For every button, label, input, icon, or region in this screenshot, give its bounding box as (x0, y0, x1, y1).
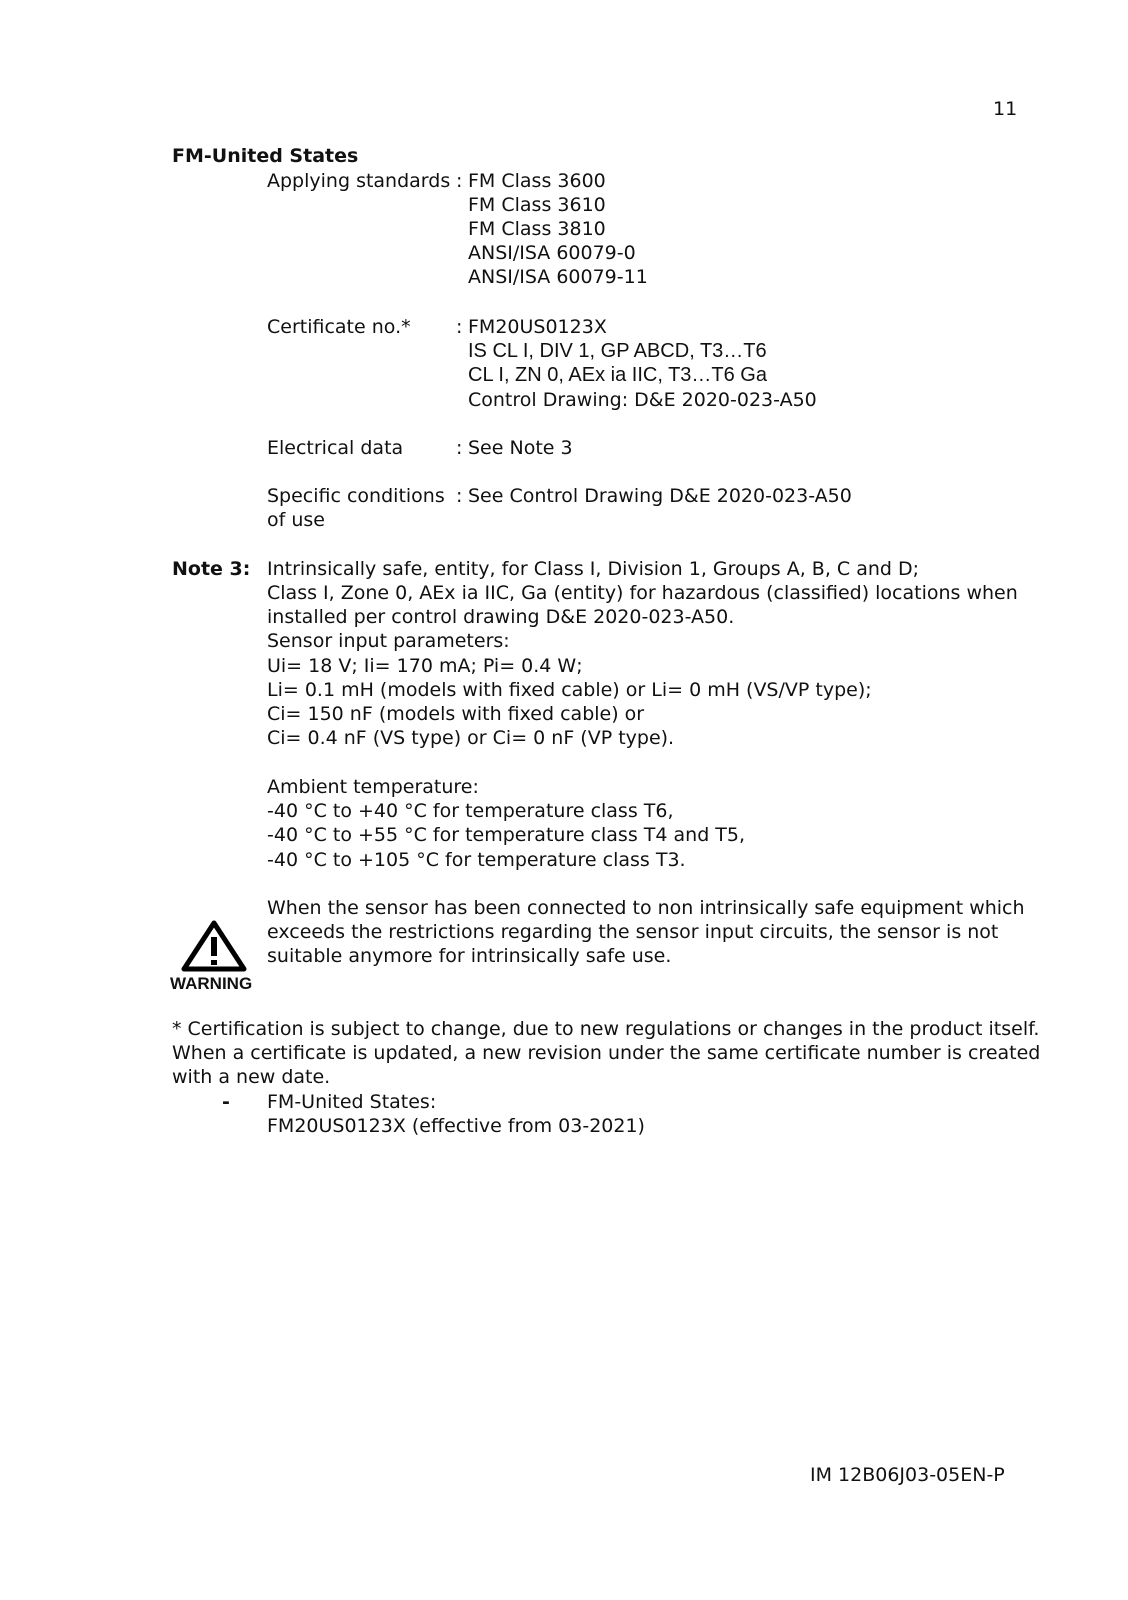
electrical-data-value: See Note 3 (468, 437, 573, 459)
ambient-temperature-heading: Ambient temperature: (267, 776, 479, 798)
note3-line: Intrinsically safe, entity, for Class I, Division 1, Groups A, B, C and D; (267, 558, 920, 580)
footnote-line: with a new date. (172, 1066, 331, 1088)
field-label-certificate-no: Certificate no.* (267, 316, 411, 338)
note3-line: Ui= 18 V; Ii= 170 mA; Pi= 0.4 W; (267, 655, 583, 677)
standard-value: ANSI/ISA 60079-11 (468, 266, 648, 288)
field-label-applying-standards: Applying standards (267, 170, 451, 192)
footnote-line: * Certification is subject to change, due to new regulations or changes in the product itself. (172, 1018, 1040, 1040)
standard-value: ANSI/ISA 60079-0 (468, 242, 636, 264)
warning-text-line: exceeds the restrictions regarding the sensor input circuits, the sensor is not (267, 921, 999, 943)
certificate-control-drawing: Control Drawing: D&E 2020-023-A50 (468, 389, 817, 411)
standard-value: FM Class 3610 (468, 194, 606, 216)
page-number: 11 (993, 98, 1018, 120)
note3-line: installed per control drawing D&E 2020-023-A50. (267, 606, 735, 628)
footnote-line: When a certificate is updated, a new revision under the same certificate number is created (172, 1042, 1041, 1064)
specific-conditions-value: See Control Drawing D&E 2020-023-A50 (468, 485, 852, 507)
warning-label: WARNING (170, 974, 253, 993)
note3-line: Li= 0.1 mH (models with fixed cable) or Li= 0 mH (VS/VP type); (267, 679, 872, 701)
note3-label: Note 3: (172, 558, 251, 580)
standard-value: FM Class 3810 (468, 218, 606, 240)
field-label-electrical-data: Electrical data (267, 437, 404, 459)
field-separator: : (456, 485, 463, 507)
warning-text-line: suitable anymore for intrinsically safe use. (267, 945, 672, 967)
field-separator: : (456, 170, 463, 192)
footnote-item-line: FM-United States: (267, 1091, 437, 1113)
certificate-number: FM20US0123X (468, 316, 607, 338)
ambient-temperature-line: -40 °C to +40 °C for temperature class T6, (267, 800, 674, 822)
note3-line: Sensor input parameters: (267, 630, 510, 652)
warning-text-line: When the sensor has been connected to non intrinsically safe equipment which (267, 897, 1025, 919)
footnote-bullet: - (222, 1091, 230, 1113)
ambient-temperature-line: -40 °C to +55 °C for temperature class T4 and T5, (267, 824, 746, 846)
field-separator: : (456, 437, 463, 459)
field-label-specific-conditions-cont: of use (267, 509, 325, 531)
standard-value: FM Class 3600 (468, 170, 606, 192)
certificate-marking: IS CL I, DIV 1, GP ABCD, T3…T6 (468, 340, 767, 362)
section-title: FM-United States (172, 145, 359, 167)
footnote-item-line: FM20US0123X (effective from 03-2021) (267, 1115, 645, 1137)
note3-line: Class I, Zone 0, AEx ia IIC, Ga (entity) for hazardous (classified) locations when (267, 582, 1018, 604)
field-label-specific-conditions: Specific conditions (267, 485, 445, 507)
field-separator: : (456, 316, 463, 338)
document-id: IM 12B06J03-05EN-P (810, 1464, 1005, 1486)
ambient-temperature-line: -40 °C to +105 °C for temperature class T3. (267, 849, 686, 871)
note3-line: Ci= 150 nF (models with fixed cable) or (267, 703, 645, 725)
certificate-marking: CL I, ZN 0, AEx ia IIC, T3…T6 Ga (468, 364, 767, 386)
note3-line: Ci= 0.4 nF (VS type) or Ci= 0 nF (VP type). (267, 727, 675, 749)
